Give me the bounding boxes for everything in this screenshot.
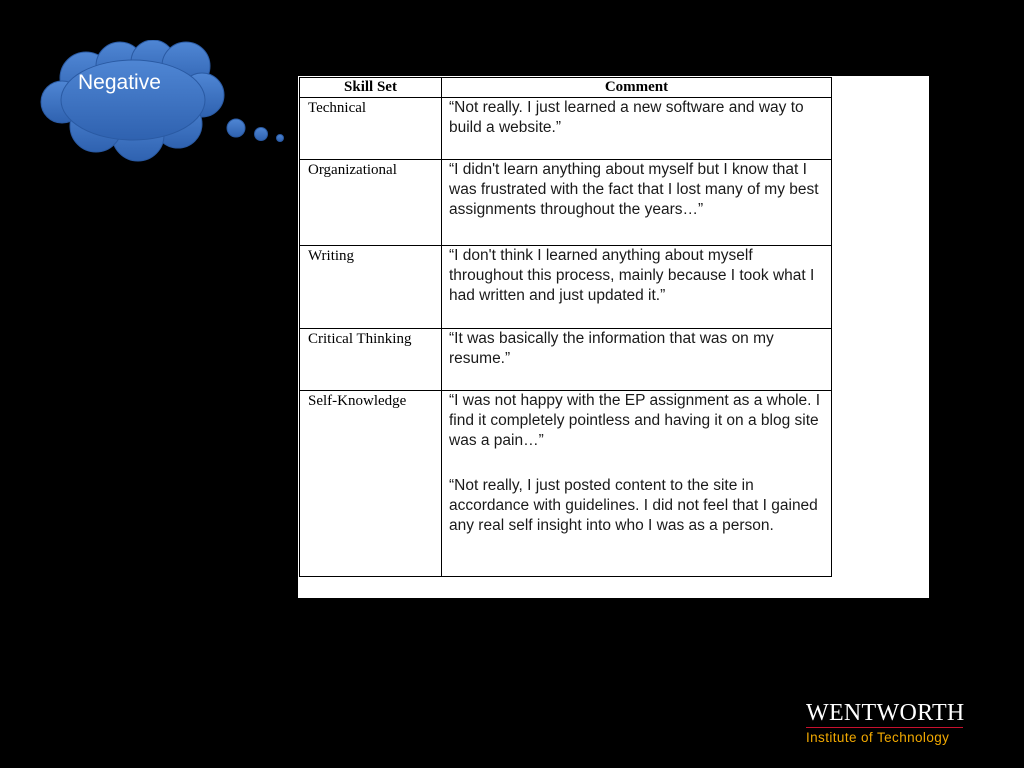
thought-bubble-dots (227, 119, 284, 142)
table-row (300, 98, 832, 160)
comment-cell (442, 391, 832, 577)
table-row (300, 246, 832, 329)
table-row (300, 329, 832, 391)
comment-cell (442, 98, 832, 160)
comment-header: Comment (442, 78, 832, 98)
comment-text: “I didn't learn anything about myself but I know that I was frustrated with the fact that I lost many of my best assignments throughout the years…” (449, 161, 819, 218)
skill-cell: Critical Thinking (300, 329, 442, 391)
logo-divider (806, 727, 963, 728)
comment-text: “I was not happy with the EP assignment as a whole. I find it completely pointless and having it on a blog site was a pain…” (449, 392, 821, 449)
table-row (300, 391, 832, 577)
table-header-row (300, 78, 832, 98)
comment-cell (442, 246, 832, 329)
thought-cloud-shape (38, 40, 298, 170)
comment-cell (442, 160, 832, 246)
negative-callout-label: Negative (78, 71, 161, 94)
logo-subtitle: Institute of Technology (806, 730, 950, 745)
skill-cell: Writing (300, 246, 442, 329)
comment-text: “Not really. I just learned a new software and way to build a website.” (449, 99, 804, 136)
logo-wordmark: WENTWORTH (806, 700, 965, 726)
comment-text: “I don't think I learned anything about myself throughout this process, mainly because I took what I had written and just updated it.” (449, 247, 815, 304)
comment-text: “Not really, I just posted content to the site in accordance with guidelines. I did not feel that I gained any real self insight into who I was as a person. (449, 477, 818, 534)
skills-table-panel (298, 76, 929, 598)
comment-cell (442, 329, 832, 391)
skill-cell: Organizational (300, 160, 442, 246)
skill-cell: Self-Knowledge (300, 391, 442, 577)
skill-cell: Technical (300, 98, 442, 160)
skills-comments-table (299, 77, 832, 577)
skill-set-header: Skill Set (300, 78, 442, 98)
wentworth-logo (806, 700, 966, 745)
comment-text: “It was basically the information that was on my resume.” (449, 330, 774, 367)
table-row (300, 160, 832, 246)
